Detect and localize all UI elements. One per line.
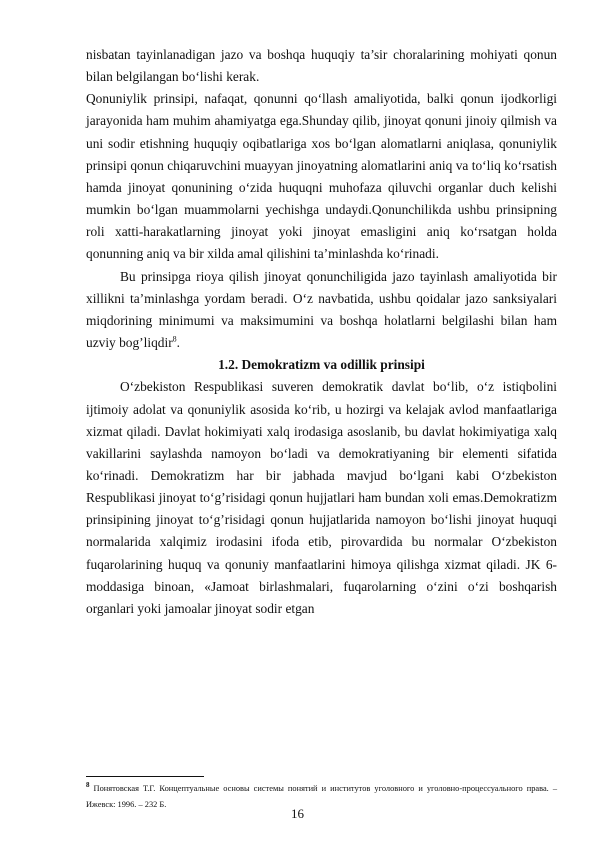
footnote-reference[interactable]: 8 [172,334,177,344]
document-body [86,44,557,620]
paragraph-3-end: . [176,335,181,351]
page-number: 16 [291,806,304,821]
footnote-divider [86,776,204,777]
paragraph-3 [86,266,557,355]
footnote-number: 8 [86,781,90,790]
paragraph-4: O‘zbekiston Respublikasi suveren demokratik davlat bo‘lib, o‘z istiqbolini ijtimoiy adolat va qonuniylik asosida ko‘rib, u hozirgi va kelajak avlod manfaatlariga xizmat qiladi. Davlat hokimiyati xalq irodasiga asoslanib, bu davlat hokimiyatiga xalq vakillarini saylashda namoyon bo‘ladi va demokratiyaning bir elementi sifatida ko‘rinadi. Demokratizm har bir jabhada mavjud bo‘lgani kabi O‘zbekiston Respublikasi jinoyat to‘g’risidagi qonun hujjatlari ham bundan xoli emas.Demokratizm prinsipining jinoyat to‘g’risidagi qonun hujjatlarida namoyon bo‘lishi jinoyat huquqi normalarida xalqimiz irodasini ifoda etib, pirovardida bu normalar O‘zbekiston fuqarolarining huquq va qonuniy manfaatlarini himoya qilishga xizmat qiladi. JK 6-moddasiga binoan, «Jamoat birlashmalari, fuqarolarning o‘zini o‘zi boshqarish organlari yoki jamoalar jinoyat sodir etgan [86,379,557,616]
paragraph-3-text: Bu prinsipga rioya qilish jinoyat qonunchiligida jazo tayinlash amaliyotida bir xillikni ta’minlashga yordam beradi. O‘z navbatida, ushbu qoidalar jazo sanksiyalari miqdorining minimumi va maksimumini va boshqa holatlarni belgilashi bilan ham uzviy bog’liqdir [86,268,557,351]
footnote-text: Понятовская Т.Г. Концептуальные основы системы понятий и институтов уголовного и уголовно-процессуального права. – Ижевск: 1996. – 232 Б. [86,784,558,809]
section-heading: 1.2. Demokratizm va odillik prinsipi [218,357,425,373]
paragraph-2: Qonuniylik prinsipi, nafaqat, qonunni qo‘llash amaliyotida, balki qonun ijodkorligi jarayonida ham muhim ahamiyatga ega.Shunday qilib, jinoyat qonuni jinoiy qilmish va uni sodir etishning huquqiy oqibatlariga xos bo‘lgan alomatlarni aniqlasa, qonuniylik prinsipi qonun chiqaruvchini muayyan jinoyatning alomatlarini aniq va to‘liq ko‘rsatish hamda jinoyat qonunining o‘zida huquqni muhofaza qiluvchi organlar duch kelishi mumkin bo‘lgan muammolarni yechishga undaydi.Qonunchilikda ushbu prinsipning roli xatti-harakatlarning jinoyat yoki jinoyat emasligini aniq ko‘rsatgan holda qonunning aniq va bir xilda amal qilishini ta’minlashda ko‘rinadi. [86,91,557,262]
paragraph-1: nisbatan tayinlanadigan jazo va boshqa huquqiy ta’sir choralarining mohiyati qonun bilan belgilangan bo‘lishi kerak. [86,47,557,85]
